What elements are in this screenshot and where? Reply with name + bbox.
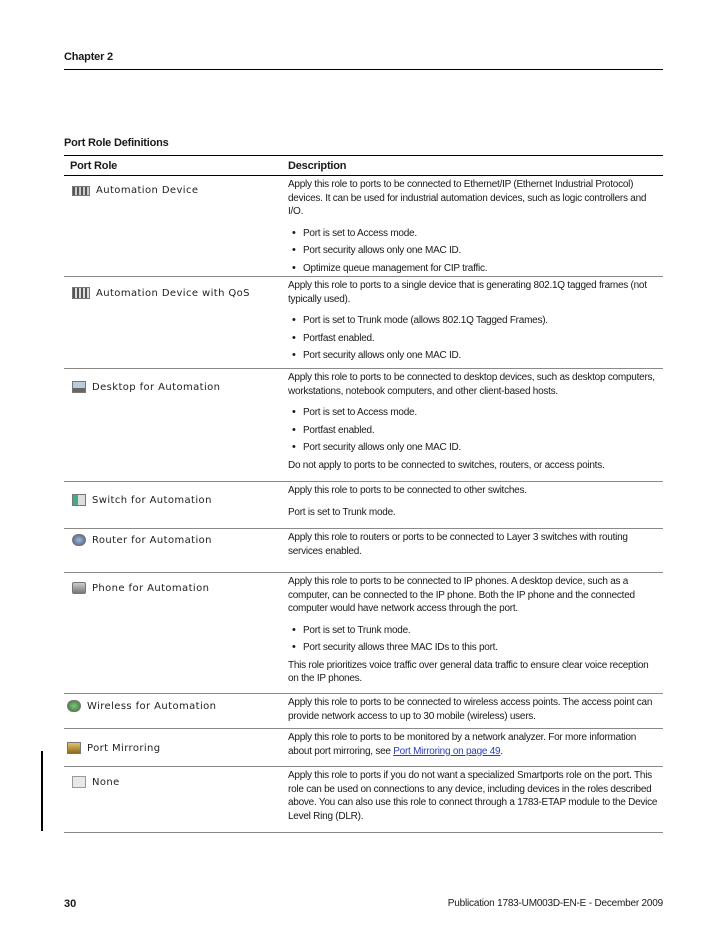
role-label: Wireless for Automation (87, 700, 217, 712)
wireless-icon (67, 700, 81, 712)
list-item: • Port security allows only one MAC ID. (288, 244, 659, 258)
bullet-list (288, 624, 659, 655)
role-automation-device (72, 185, 198, 196)
description-text: Apply this role to ports if you do not want a specialized Smartports role on the port. This role can be used on connections to any device, including devices in the roles described above. You can also use this role to connect through a 1783-ETAP module to the Device Level Ring (DLR). (288, 770, 658, 822)
list-item: • Portfast enabled. (288, 424, 659, 438)
bullet-list (288, 406, 659, 455)
description-text: Apply this role to ports to be connected to wireless access points. The access point can provide network access to up to 30 mobile (wireless) users. (288, 697, 653, 722)
desktop-icon (72, 381, 86, 393)
qos-device-icon (72, 287, 90, 299)
header-rule (64, 69, 663, 70)
table-row (64, 277, 663, 369)
description-note: Port is set to Trunk mode. (288, 506, 396, 518)
blank-icon (72, 776, 86, 788)
description-text-start: Apply this role to ports to be monitored by a network analyzer. For more information about port mirroring, see (288, 732, 637, 757)
description-text: Apply this role to ports to be connected to desktop devices, such as desktop computers, workstations, notebook computers, and other client-based hosts. (288, 372, 655, 397)
list-item: • Port security allows three MAC IDs to this port. (288, 641, 659, 655)
table-row (64, 482, 663, 529)
table-row (64, 767, 663, 833)
role-phone (72, 582, 209, 594)
list-item: • Portfast enabled. (288, 332, 659, 346)
role-port-mirroring (67, 742, 161, 754)
list-item: • Port is set to Access mode. (288, 406, 659, 420)
role-label: Port Mirroring (87, 742, 161, 754)
page-number: 30 (64, 898, 77, 910)
table-row (64, 729, 663, 767)
switch-icon (72, 494, 86, 506)
bullet-list (288, 227, 659, 276)
col-header-port-role: Port Role (70, 159, 118, 172)
description-text: Apply this role to routers or ports to be connected to Layer 3 switches with routing services enabled. (288, 532, 628, 557)
automation-device-icon (72, 186, 90, 196)
list-item: • Optimize queue management for CIP traffic. (288, 262, 659, 276)
section-title: Port Role Definitions (64, 137, 169, 149)
role-label: Phone for Automation (92, 582, 210, 594)
table-row (64, 176, 663, 277)
role-router (72, 534, 212, 546)
description-text: Apply this role to ports to be connected to IP phones. A desktop device, such as a computer, can be connected to the IP phone. Both the IP phone and the connected computer would have network access through the port. (288, 576, 635, 614)
description-text-end: . (500, 745, 503, 757)
role-switch (72, 494, 212, 506)
description-text: Apply this role to ports to be connected to Ethernet/IP (Ethernet Industrial Protocol) devices. It can be used for industrial automation devices, such as logic controllers and I/O. (288, 179, 647, 217)
list-item: • Port security allows only one MAC ID. (288, 441, 659, 455)
table-row (64, 369, 663, 482)
role-none (72, 776, 120, 788)
description-note: This role prioritizes voice traffic over general data traffic to ensure clear voice reception on the IP phones. (288, 659, 649, 684)
list-item: • Port is set to Access mode. (288, 227, 659, 241)
router-icon (72, 534, 86, 546)
description-text: Apply this role to ports to be connected to other switches. (288, 485, 527, 496)
role-label: Switch for Automation (92, 494, 212, 506)
role-wireless (67, 700, 216, 712)
role-label: Automation Device with QoS (96, 287, 250, 299)
table-row (64, 694, 663, 729)
port-mirroring-link[interactable]: Port Mirroring on page 49 (393, 745, 501, 757)
role-label: Desktop for Automation (92, 381, 221, 393)
list-item: • Port is set to Trunk mode. (288, 624, 659, 638)
role-label: None (92, 776, 120, 788)
phone-icon (72, 582, 86, 594)
list-item: • Port is set to Trunk mode (allows 802.1Q Tagged Frames). (288, 314, 659, 328)
port-mirroring-icon (67, 742, 81, 754)
description-text (288, 731, 659, 758)
col-header-description: Description (288, 159, 347, 172)
bullet-list (288, 314, 659, 363)
description-text: Apply this role to ports to a single device that is generating 802.1Q tagged frames (not typically used). (288, 280, 647, 305)
port-role-table (64, 155, 663, 833)
table-header (64, 155, 663, 176)
role-label: Router for Automation (92, 534, 212, 546)
change-bar (41, 751, 43, 831)
description-note: Do not apply to ports to be connected to switches, routers, or access points. (288, 459, 605, 471)
table-row (64, 529, 663, 573)
role-label: Automation Device (96, 185, 199, 196)
table-row (64, 573, 663, 694)
role-desktop (72, 381, 220, 393)
publication-label: Publication 1783-UM003D-EN-E - December 2009 (447, 898, 663, 909)
list-item: • Port security allows only one MAC ID. (288, 349, 659, 363)
chapter-label: Chapter 2 (64, 51, 113, 63)
role-automation-device-qos (72, 287, 250, 299)
